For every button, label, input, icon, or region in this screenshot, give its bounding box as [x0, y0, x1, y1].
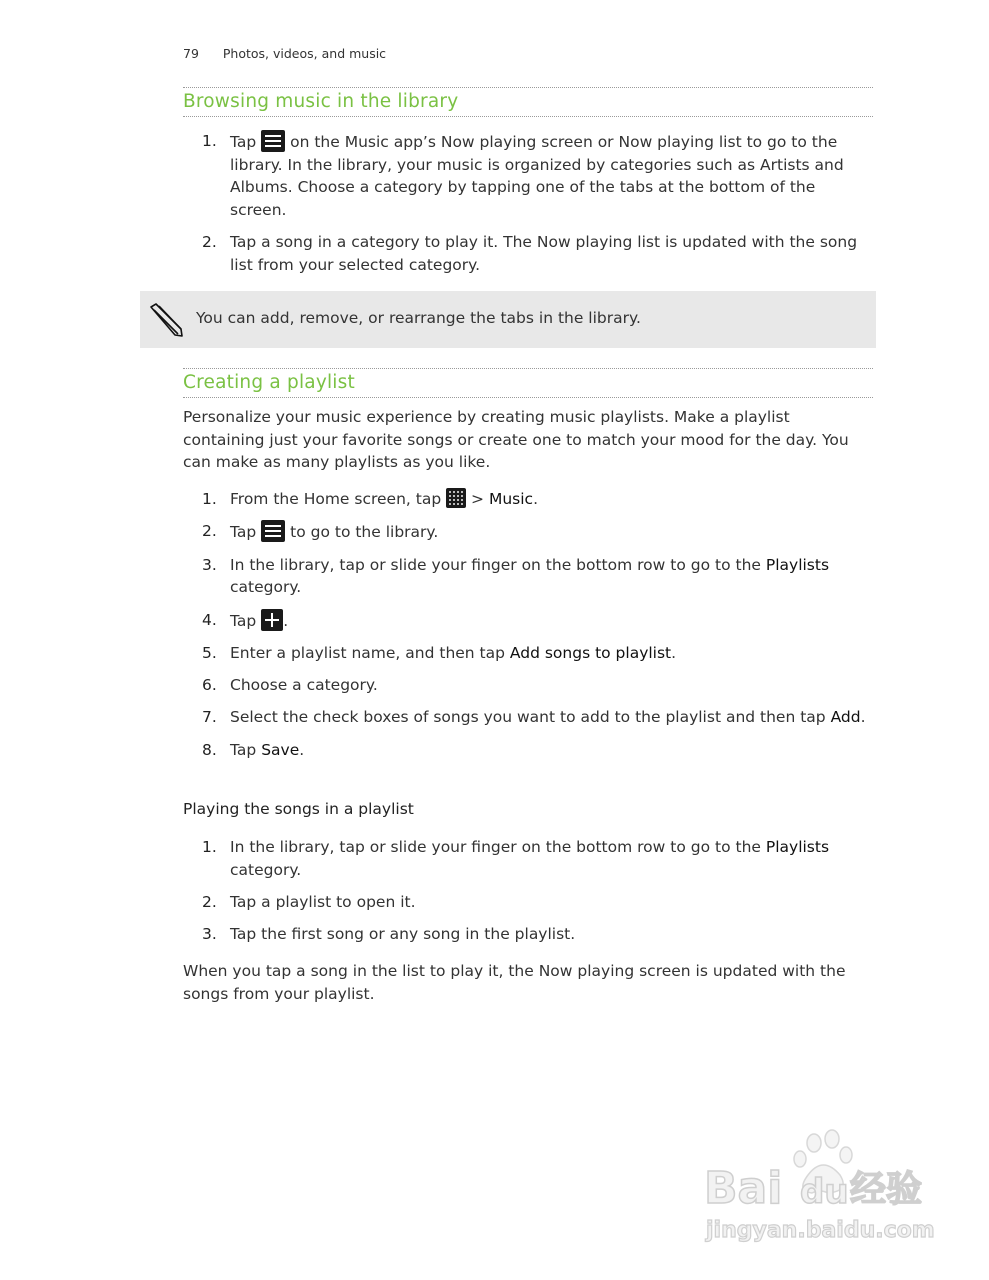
- step-strong: Add songs to playlist: [509, 643, 672, 662]
- list-item: [183, 488, 873, 511]
- grid-dot: [461, 495, 463, 497]
- list-item: [183, 891, 873, 914]
- step-text: category.: [230, 578, 302, 597]
- list-item: [183, 609, 873, 633]
- watermark-brand: Bai: [704, 1163, 783, 1214]
- step-text: Tap: [230, 611, 257, 630]
- step-number: 1.: [202, 490, 217, 508]
- step-text: Enter a playlist name, and then tap: [230, 643, 505, 662]
- closing-paragraph: When you tap a song in the list to play it, the Now playing screen is updated with the songs from your playlist.: [183, 962, 846, 1003]
- step-number: 5.: [202, 643, 217, 662]
- step-text: .: [860, 708, 866, 727]
- chapter-title: Photos, videos, and music: [222, 46, 387, 61]
- menu-icon: [261, 130, 285, 152]
- step-number: 2.: [202, 893, 217, 911]
- watermark-url: jingyan.baidu.com: [706, 1218, 935, 1243]
- list-item: [183, 231, 873, 276]
- step-text: Tap: [230, 133, 257, 151]
- creating-steps: [183, 488, 873, 771]
- subheading-playing: Playing the songs in a playlist: [183, 800, 414, 818]
- menu-icon: [261, 520, 285, 542]
- list-item: [183, 674, 873, 697]
- intro-paragraph: Personalize your music experience by creating music playlists. Make a playlist containing just your favorite songs or create one to match your mood for the day. You can make as many playlists as you like.: [183, 408, 849, 472]
- list-item: [183, 130, 873, 222]
- grid-dot: [457, 495, 459, 497]
- grid-dot: [461, 503, 463, 505]
- step-text: to go to the library.: [290, 523, 439, 542]
- page-header: [183, 46, 386, 61]
- step-text: >: [466, 490, 489, 508]
- grid-dot: [457, 499, 459, 501]
- baidu-watermark: [700, 1125, 940, 1250]
- add-icon: [261, 609, 283, 631]
- step-number: 6.: [202, 676, 217, 695]
- step-text: In the library, tap or slide your finger on the bottom row to go to the: [230, 838, 761, 856]
- step-number: 3.: [202, 555, 217, 574]
- grid-dot: [453, 495, 455, 497]
- step-text: Choose a category.: [230, 676, 378, 695]
- step-text: Tap: [230, 523, 257, 542]
- section-title-browsing: Browsing music in the library: [183, 87, 873, 117]
- step-text: Tap: [230, 740, 257, 759]
- watermark-cn: 经验: [850, 1169, 923, 1210]
- section-title-creating: Creating a playlist: [183, 368, 873, 398]
- grid-dot: [449, 499, 451, 501]
- step-strong: Add: [830, 708, 861, 727]
- step-strong: Playlists: [765, 555, 830, 574]
- browsing-steps: [183, 130, 873, 286]
- grid-dot: [457, 491, 459, 493]
- step-text: From the Home screen, tap: [230, 490, 442, 508]
- grid-dot: [453, 499, 455, 501]
- list-item: [183, 923, 873, 946]
- list-item: [183, 642, 873, 665]
- step-text: Tap a playlist to open it.: [230, 893, 416, 911]
- step-number: 2.: [202, 522, 217, 541]
- all-apps-icon: [446, 488, 466, 508]
- step-number: 4.: [202, 610, 217, 629]
- watermark-brand-du: du: [800, 1172, 849, 1212]
- note-box: [140, 291, 876, 348]
- grid-dot: [449, 495, 451, 497]
- step-number: 7.: [202, 708, 217, 727]
- step-number: 3.: [202, 925, 217, 944]
- grid-dot: [453, 491, 455, 493]
- grid-dot: [461, 491, 463, 493]
- step-text: .: [299, 740, 305, 759]
- page-number: 79: [183, 46, 199, 61]
- step-number: 1.: [202, 132, 217, 150]
- grid-dot: [457, 503, 459, 505]
- step-text: on the Music app’s Now playing screen or Now playing list to go to the library. In the library, your music is organized by categories such as Artists and Albums. Choose a category by tapping one of the tabs at the bottom of the screen.: [230, 133, 844, 220]
- list-item: [183, 520, 873, 544]
- grid-dot: [453, 503, 455, 505]
- step-text: Tap the first song or any song in the playlist.: [230, 925, 576, 944]
- step-text: Tap a song in a category to play it. The Now playing list is updated with the song list from your selected category.: [230, 233, 858, 275]
- grid-dot: [461, 499, 463, 501]
- step-text: category.: [230, 860, 302, 879]
- step-number: 2.: [202, 233, 217, 252]
- grid-dot: [449, 491, 451, 493]
- list-item: [183, 554, 873, 599]
- step-strong: Playlists: [765, 838, 830, 856]
- playing-steps: [183, 836, 873, 956]
- list-item: [183, 739, 873, 762]
- step-text: .: [283, 611, 289, 630]
- step-strong: Save: [261, 740, 300, 759]
- step-text: .: [533, 490, 539, 508]
- pencil-icon: [147, 301, 185, 339]
- step-text: In the library, tap or slide your finger on the bottom row to go to the: [230, 555, 761, 574]
- list-item: [183, 836, 873, 881]
- list-item: [183, 706, 873, 729]
- grid-dot: [449, 503, 451, 505]
- step-number: 8.: [202, 740, 217, 759]
- step-text: .: [671, 643, 677, 662]
- note-text: You can add, remove, or rearrange the tabs in the library.: [196, 309, 641, 327]
- step-strong: Music: [488, 490, 534, 508]
- step-number: 1.: [202, 838, 217, 856]
- step-text: Select the check boxes of songs you want to add to the playlist and then tap: [230, 708, 826, 727]
